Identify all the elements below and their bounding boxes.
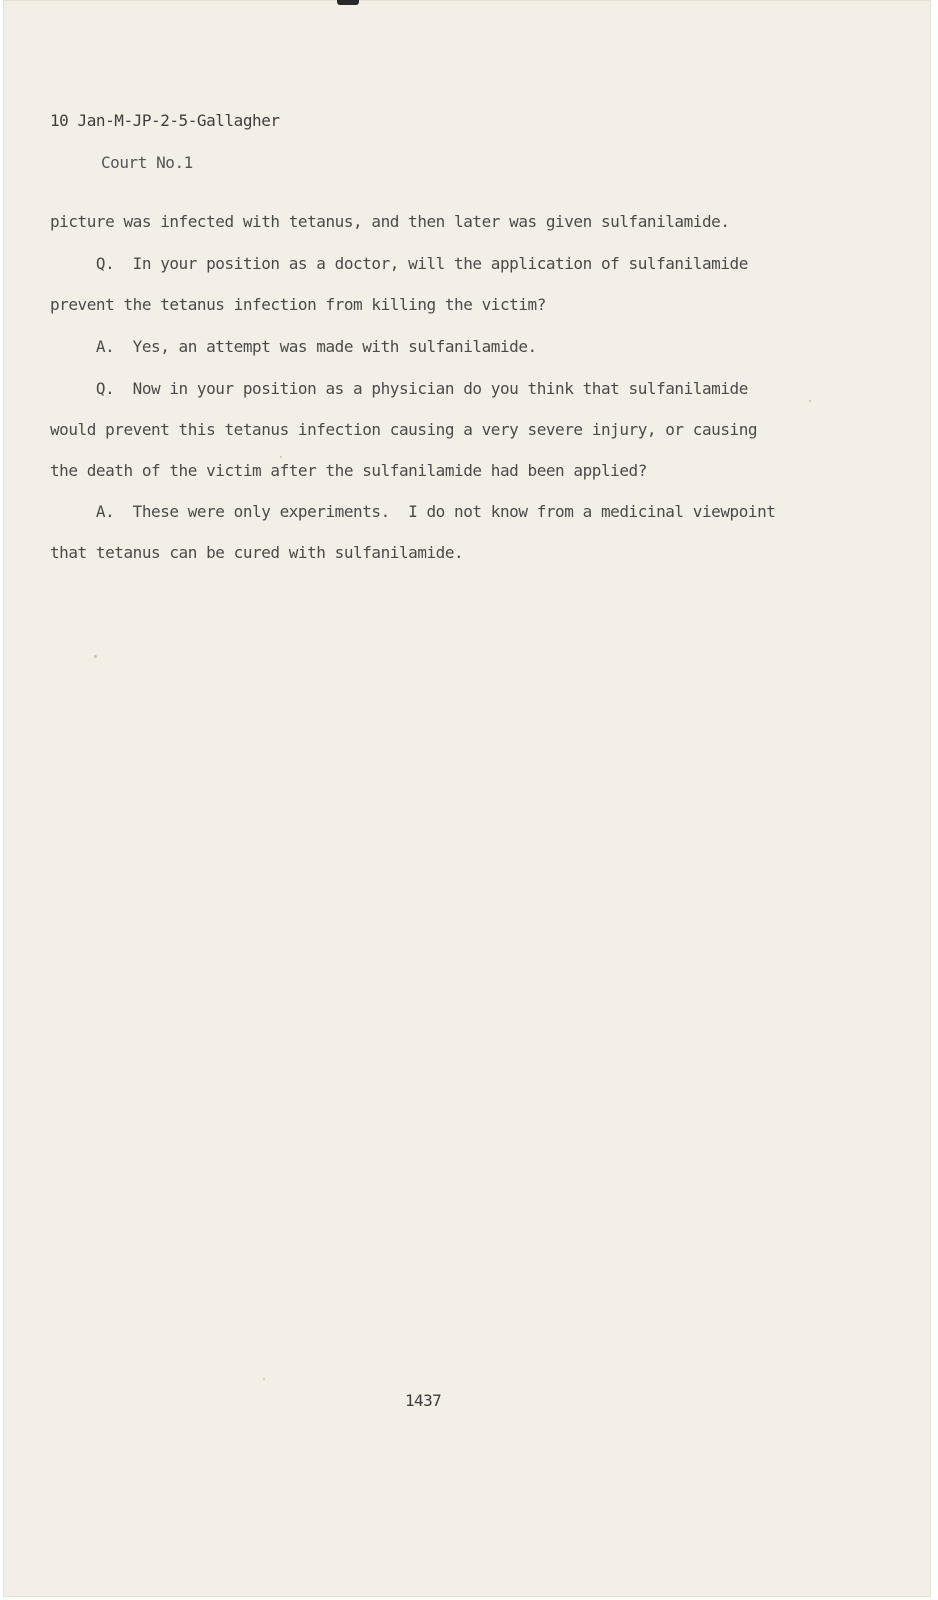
paper-speck [809,400,811,402]
paper-speck [263,1378,265,1380]
document-page [3,0,931,1597]
transcript-line: would prevent this tetanus infection causing a very severe injury, or causing [50,420,758,439]
staple-mark [337,0,359,5]
transcript-line: prevent the tetanus infection from killing the victim? [50,295,546,314]
transcript-line: picture was infected with tetanus, and then later was given sulfanilamide. [50,212,730,231]
transcript-line: Q. Now in your position as a physician do you think that sulfanilamide [50,379,748,398]
paper-speck [94,655,97,658]
transcript-line: the death of the victim after the sulfanilamide had been applied? [50,461,647,480]
transcript-line: A. These were only experiments. I do not know from a medicinal viewpoint [50,502,776,521]
transcript-line: that tetanus can be cured with sulfanilamide. [50,543,464,562]
transcript-reference: 10 Jan-M-JP-2-5-Gallagher [50,111,280,130]
court-label: Court No.1 [101,153,193,172]
transcript-line: A. Yes, an attempt was made with sulfanilamide. [50,337,537,356]
transcript-line: Q. In your position as a doctor, will the application of sulfanilamide [50,254,748,273]
paper-speck [280,456,282,458]
page-number: 1437 [405,1391,442,1410]
